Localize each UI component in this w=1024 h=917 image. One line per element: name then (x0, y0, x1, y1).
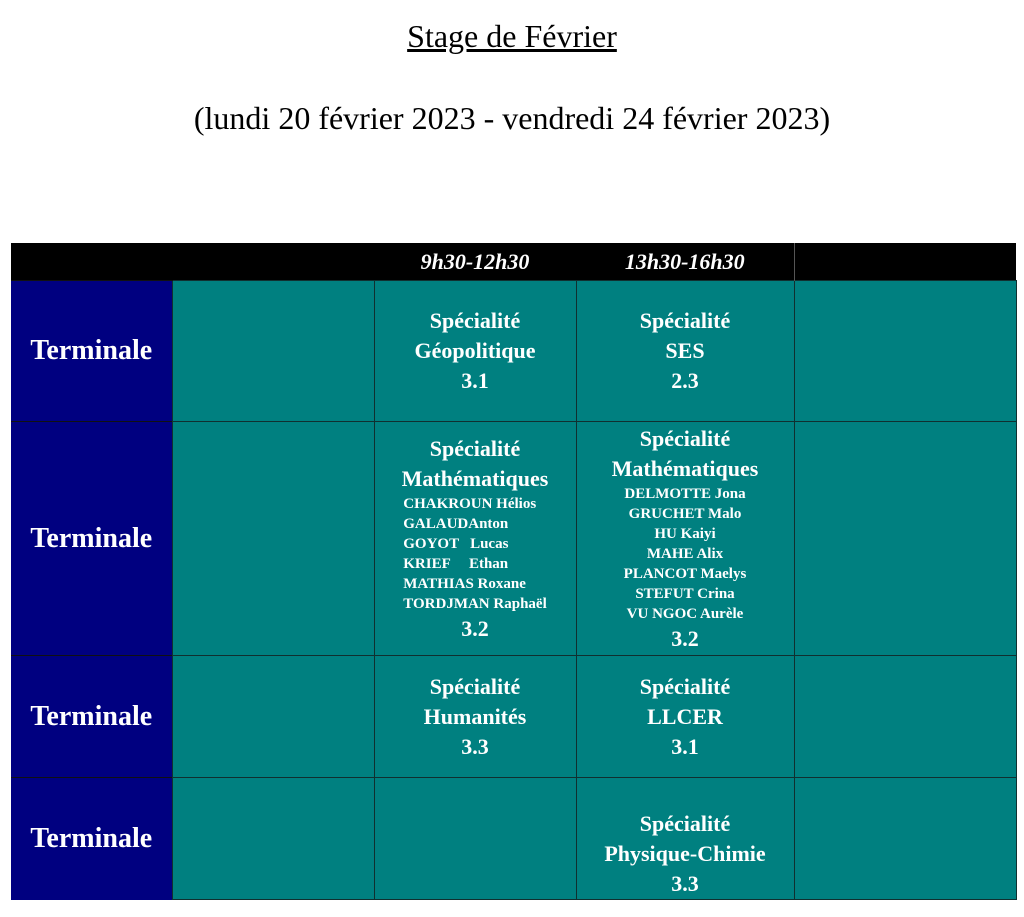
subject-label: Spécialité (429, 308, 521, 333)
room-number: 3.1 (461, 368, 489, 393)
header-afternoon: 13h30-16h30 (576, 243, 794, 281)
student-name: MAHE Alix (646, 545, 724, 562)
empty-cell (794, 656, 1016, 778)
student-name: GOYOT Lucas (403, 535, 509, 552)
empty-cell (374, 778, 576, 900)
room-number: 3.3 (461, 733, 489, 759)
level-cell: Terminale (11, 422, 172, 656)
subject-name: Humanités (423, 703, 527, 729)
student-name: DELMOTTE Jona (624, 485, 746, 502)
morning-cell (374, 281, 576, 422)
student-name: STEFUT Crina (635, 585, 735, 602)
subject-label: Spécialité (639, 425, 731, 451)
empty-cell (172, 778, 374, 900)
student-name: HU Kaiyi (654, 525, 716, 542)
student-list (577, 484, 794, 624)
room-number: 3.3 (671, 870, 699, 896)
subject-name: LLCER (647, 703, 723, 729)
student-name: CHAKROUN Hélios (403, 495, 537, 512)
header-row (11, 243, 1016, 281)
subject-label: Spécialité (639, 673, 731, 699)
level-cell: Terminale (11, 778, 172, 900)
empty-cell (172, 656, 374, 778)
morning-cell (374, 656, 576, 778)
room-number: 2.3 (671, 368, 699, 393)
subject-name: Mathématiques (611, 455, 759, 481)
empty-cell (794, 778, 1016, 900)
subject-label: Spécialité (639, 810, 731, 836)
student-name: GALAUDAnton (403, 515, 509, 532)
afternoon-cell (576, 778, 794, 900)
level-cell: Terminale (11, 281, 172, 422)
empty-cell (794, 422, 1016, 656)
morning-cell (374, 422, 576, 656)
header-blank (11, 243, 172, 281)
afternoon-cell (576, 422, 794, 656)
student-name: PLANCOT Maelys (623, 565, 747, 582)
subject-label: Spécialité (639, 308, 731, 333)
afternoon-cell (576, 281, 794, 422)
schedule-table (11, 243, 1017, 900)
room-number: 3.2 (671, 625, 699, 651)
subject-label: Spécialité (429, 673, 521, 699)
student-name: MATHIAS Roxane (403, 575, 526, 592)
subject-name: Géopolitique (414, 338, 536, 363)
room-number: 3.2 (461, 615, 489, 641)
header-blank (172, 243, 374, 281)
table-row (11, 656, 1016, 778)
room-number: 3.1 (671, 733, 699, 759)
header-blank (794, 243, 1016, 281)
student-name: GRUCHET Malo (628, 505, 742, 522)
subject-name: Mathématiques (401, 465, 549, 491)
page-title: Stage de Février (407, 18, 617, 54)
student-list (403, 494, 546, 614)
date-range: (lundi 20 février 2023 - vendredi 24 février 2023) (193, 100, 831, 136)
subject-label: Spécialité (429, 435, 521, 461)
afternoon-cell (576, 656, 794, 778)
student-name: VU NGOC Aurèle (626, 605, 744, 622)
table-row (11, 778, 1016, 900)
subject-name: Physique-Chimie (604, 840, 766, 866)
empty-cell (794, 281, 1016, 422)
empty-cell (172, 281, 374, 422)
empty-cell (172, 422, 374, 656)
student-name: TORDJMAN Raphaël (403, 595, 547, 612)
student-name: KRIEF Ethan (403, 555, 509, 572)
table-row (11, 422, 1016, 656)
header-morning: 9h30-12h30 (374, 243, 576, 281)
level-cell: Terminale (11, 656, 172, 778)
table-row (11, 281, 1016, 422)
subject-name: SES (665, 338, 705, 363)
